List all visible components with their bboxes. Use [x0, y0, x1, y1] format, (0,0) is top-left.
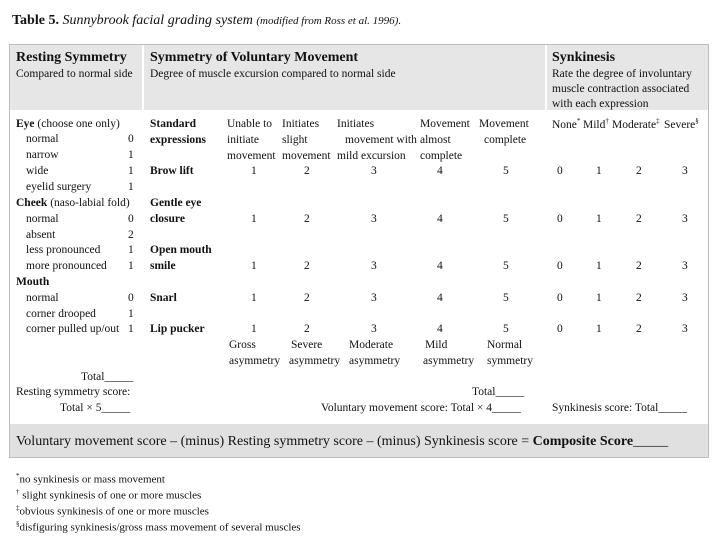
expression-gentle-eye-closure: closure	[150, 213, 185, 225]
synk-severe-header: Severe§	[664, 117, 699, 131]
resting-group-mouth: Mouth	[16, 276, 50, 288]
expression-lip-pucker: Lip pucker	[150, 323, 205, 335]
voluntary-score-value: 5	[503, 165, 509, 177]
synkinesis-score-value: 1	[596, 292, 602, 304]
resting-item: less pronounced	[26, 244, 101, 256]
synkinesis-score-value: 3	[682, 323, 688, 335]
voluntary-score-value: 4	[437, 323, 443, 335]
synkinesis-subheader: muscle contraction associated	[552, 83, 690, 95]
level-label: Movement	[420, 118, 470, 130]
synkinesis-score-value: 2	[636, 292, 642, 304]
resting-score: 0	[128, 213, 134, 225]
standard-expressions-label: expressions	[150, 134, 207, 146]
expression-snarl: Snarl	[150, 292, 177, 304]
resting-header: Resting Symmetry	[16, 50, 127, 65]
resting-item: wide	[26, 165, 49, 177]
synkinesis-score-value: 0	[557, 165, 563, 177]
voluntary-score-value: 5	[503, 292, 509, 304]
asym-label: asymmetry	[289, 355, 341, 367]
voluntary-score-value: 2	[304, 165, 310, 177]
resting-item: eyelid surgery	[26, 181, 92, 193]
voluntary-score-value: 1	[251, 260, 257, 272]
level-label: movement with	[345, 134, 417, 146]
resting-score: 1	[128, 260, 134, 272]
synkinesis-score-value: 2	[636, 165, 642, 177]
synkinesis-score-value: 0	[557, 213, 563, 225]
voluntary-score-value: 4	[437, 260, 443, 272]
resting-score: 1	[128, 165, 134, 177]
resting-item: normal	[26, 213, 59, 225]
synkinesis-score-value: 3	[682, 292, 688, 304]
voluntary-total: Total_____	[472, 386, 525, 398]
synkinesis-score-value: 0	[557, 323, 563, 335]
voluntary-score-value: 3	[371, 260, 377, 272]
asym-label: symmetry	[487, 355, 533, 367]
synkinesis-score-value: 3	[682, 213, 688, 225]
voluntary-score-value: 1	[251, 292, 257, 304]
voluntary-score-value: 4	[437, 292, 443, 304]
level-label: almost	[420, 134, 451, 146]
expression-open-mouth-smile: Open mouth	[150, 244, 212, 256]
voluntary-score-value: 4	[437, 165, 443, 177]
level-label: mild excursion	[337, 150, 406, 162]
resting-item: more pronounced	[26, 260, 107, 272]
voluntary-score-value: 4	[437, 213, 443, 225]
synkinesis-subheader: Rate the degree of involuntary	[552, 68, 692, 80]
synk-moderate-header: Moderate‡	[612, 117, 660, 131]
resting-total: Total_____	[81, 371, 134, 383]
voluntary-score-value: 1	[251, 323, 257, 335]
voluntary-score-value: 5	[503, 260, 509, 272]
voluntary-score-value: 3	[371, 165, 377, 177]
level-label: movement	[282, 150, 331, 162]
asym-label: asymmetry	[423, 355, 475, 367]
composite-score-label: Composite Score	[532, 434, 634, 449]
voluntary-score-value: 5	[503, 213, 509, 225]
resting-score-label: Resting symmetry score:	[16, 386, 131, 398]
voluntary-subheader: Degree of muscle excursion compared to normal side	[150, 68, 396, 80]
resting-score: 1	[128, 308, 134, 320]
level-label: complete	[484, 134, 527, 146]
resting-item: normal	[26, 292, 59, 304]
level-label: slight	[282, 134, 308, 146]
voluntary-score-value: 2	[304, 213, 310, 225]
resting-item: absent	[26, 229, 56, 241]
table-label: Table 5.	[12, 13, 59, 28]
resting-score-formula: Total × 5_____	[60, 402, 131, 414]
footnote: *no synkinesis or mass movement	[16, 472, 165, 486]
synkinesis-subheader: with each expression	[552, 98, 649, 110]
synkinesis-score-value: 3	[682, 260, 688, 272]
expression-brow-lift: Brow lift	[150, 165, 194, 177]
asym-label: asymmetry	[349, 355, 401, 367]
standard-expressions-label: Standard	[150, 118, 197, 130]
level-label: Initiates	[337, 118, 375, 130]
asym-label: Normal	[487, 339, 523, 351]
asym-label: Mild	[425, 339, 448, 351]
resting-item: normal	[26, 133, 59, 145]
synkinesis-score-value: 3	[682, 165, 688, 177]
synkinesis-header: Synkinesis	[552, 50, 616, 65]
level-label: Movement	[479, 118, 529, 130]
resting-score: 2	[128, 229, 134, 241]
resting-score: 0	[128, 133, 134, 145]
resting-score: 1	[128, 181, 134, 193]
voluntary-score-value: 2	[304, 292, 310, 304]
asym-label: asymmetry	[229, 355, 281, 367]
synkinesis-score-value: 2	[636, 260, 642, 272]
composite-score-line: Voluntary movement score – (minus) Resting symmetry score – (minus) Synkinesis score = Composite Score_____	[16, 434, 669, 449]
resting-item: corner pulled up/out	[26, 323, 120, 335]
synkinesis-score-value: 1	[596, 260, 602, 272]
expression-gentle-eye-closure: Gentle eye	[150, 197, 202, 209]
synkinesis-score-value: 1	[596, 323, 602, 335]
resting-score: 1	[128, 323, 134, 335]
level-label: movement	[227, 150, 276, 162]
voluntary-score-value: 2	[304, 260, 310, 272]
resting-subheader: Compared to normal side	[16, 68, 133, 80]
voluntary-header: Symmetry of Voluntary Movement	[150, 50, 359, 65]
voluntary-score-value: 1	[251, 165, 257, 177]
voluntary-score-value: 5	[503, 323, 509, 335]
footnote: §disfiguring synkinesis/gross mass movement of several muscles	[16, 520, 301, 534]
synkinesis-score-value: 0	[557, 260, 563, 272]
resting-score: 0	[128, 292, 134, 304]
resting-item: narrow	[26, 149, 59, 161]
asym-label: Moderate	[349, 339, 394, 351]
resting-score: 1	[128, 149, 134, 161]
synkinesis-score: Synkinesis score: Total_____	[552, 402, 688, 414]
synkinesis-score-value: 2	[636, 323, 642, 335]
voluntary-score: Voluntary movement score: Total × 4_____	[321, 402, 521, 414]
voluntary-score-value: 3	[371, 323, 377, 335]
synk-mild-header: Mild†	[583, 117, 609, 131]
level-label: Initiates	[282, 118, 320, 130]
voluntary-score-value: 1	[251, 213, 257, 225]
asym-label: Gross	[229, 339, 256, 351]
synkinesis-score-value: 2	[636, 213, 642, 225]
voluntary-score-value: 3	[371, 292, 377, 304]
synk-none-header: None*	[552, 117, 581, 131]
table-title	[12, 12, 401, 30]
expression-open-mouth-smile: smile	[150, 260, 176, 272]
level-label: Unable to	[227, 118, 273, 130]
voluntary-score-value: 2	[304, 323, 310, 335]
table-note: (modified from Ross et al. 1996).	[256, 15, 402, 27]
resting-group-eye: Eye (choose one only)	[16, 118, 120, 130]
resting-group-cheek: Cheek (naso-labial fold)	[16, 197, 130, 209]
footnote: † slight synkinesis of one or more muscles	[16, 488, 202, 502]
synkinesis-score-value: 0	[557, 292, 563, 304]
synkinesis-score-value: 1	[596, 165, 602, 177]
resting-score: 1	[128, 244, 134, 256]
voluntary-score-value: 3	[371, 213, 377, 225]
level-label: initiate	[227, 134, 259, 146]
asym-label: Severe	[291, 339, 323, 351]
synkinesis-score-value: 1	[596, 213, 602, 225]
level-label: complete	[420, 150, 463, 162]
table-name: Sunnybrook facial grading system	[62, 13, 253, 28]
resting-item: corner drooped	[26, 308, 96, 320]
footnote: ‡obvious synkinesis of one or more muscles	[16, 504, 209, 518]
